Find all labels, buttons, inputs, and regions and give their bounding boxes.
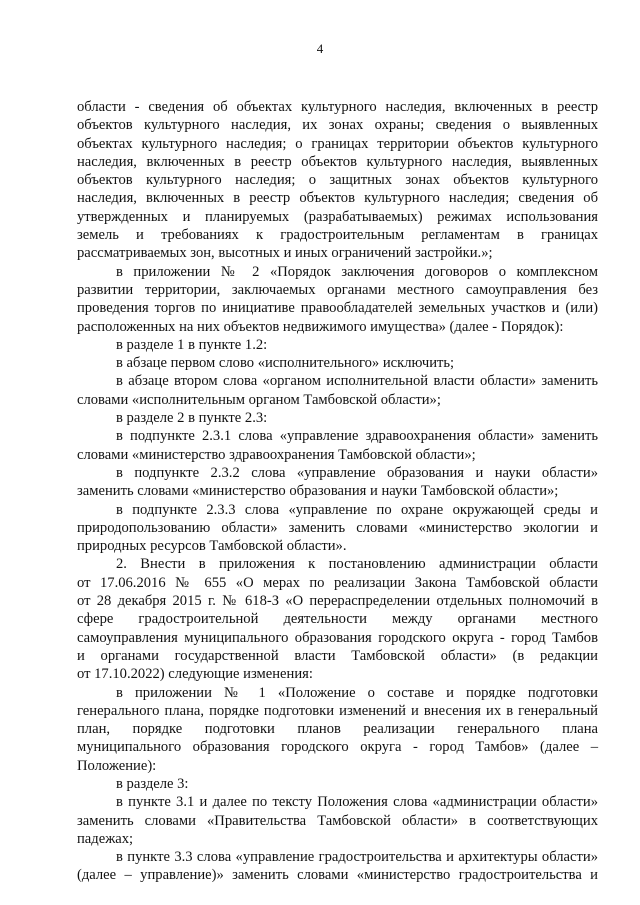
text-line: объектах культурного наследия; о границах территории объектов культурного — [77, 135, 598, 152]
text-line: наследия, включенных в реестр объектов культурного наследия; сведения об — [77, 190, 598, 207]
text-line: в приложении № 2 «Порядок заключения договоров о комплексном — [116, 263, 598, 280]
text-line: от 17.06.2016 № 655 «О мерах по реализации Закона Тамбовской области — [77, 574, 598, 591]
text-line: развитии территории, заключаемых органами местного самоуправления без — [77, 281, 598, 298]
text-line: рассматриваемых зон, высотных и иных ограничений застройки.»; — [77, 245, 493, 262]
text-line: сфере градостроительной деятельности между органами местного — [77, 611, 598, 628]
text-line: в приложении № 1 «Положение о составе и порядке подготовки — [116, 684, 598, 701]
text-line: Положение): — [77, 757, 157, 774]
text-line: в разделе 3: — [116, 775, 189, 792]
text-line: заменить словами «министерство образования и науки Тамбовской области»; — [77, 483, 559, 500]
text-line: в разделе 2 в пункте 2.3: — [116, 410, 268, 427]
text-line: генерального плана, порядке подготовки изменений и внесения их в генеральный — [77, 702, 598, 719]
text-line: словами «исполнительным органом Тамбовской области»; — [77, 391, 441, 408]
text-line: 2. Внести в приложения к постановлению администрации области — [116, 556, 598, 573]
text-line: в пункте 3.1 и далее по тексту Положения слова «администрации области» — [116, 794, 598, 811]
text-line: в подпункте 2.3.2 слова «управление образования и науки области» — [116, 464, 598, 481]
text-line: самоуправления муниципального образования городского округа - город Тамбов — [77, 629, 598, 646]
text-line: утвержденных и планируемых (разрабатываемых) режимах использования — [77, 208, 598, 225]
text-line: в подпункте 2.3.1 слова «управление здравоохранения области» заменить — [116, 428, 598, 445]
text-line: словами «министерство здравоохранения Тамбовской области»; — [77, 446, 476, 463]
text-line: расположенных на них объектов недвижимого имущества» (далее - Порядок): — [77, 318, 564, 335]
text-line: план, порядке подготовки планов реализации генерального плана — [77, 721, 598, 738]
text-line: объектов культурного наследия; о защитных зонах объектов культурного — [77, 172, 598, 189]
text-line: от 17.10.2022) следующие изменения: — [77, 666, 313, 683]
page-number: 4 — [316, 41, 324, 56]
text-line: земель и требованиях к градостроительным регламентам в границах — [77, 227, 598, 244]
text-line: в абзаце втором слова «органом исполнительной власти области» заменить — [116, 373, 598, 390]
text-line: заменить словами «Правительства Тамбовской области» в соответствующих — [77, 812, 598, 829]
text-line: природных ресурсов Тамбовской области». — [77, 538, 347, 555]
text-line: муниципального образования городского округа - город Тамбов» (далее – — [77, 739, 598, 756]
text-line: объектов культурного наследия, их зонах охраны; сведения о выявленных — [77, 117, 598, 134]
text-line: природопользованию области» заменить словами «министерство экологии и — [77, 519, 598, 536]
text-line: наследия, включенных в реестр объектов культурного наследия, выявленных — [77, 153, 598, 170]
text-line: (далее – управление)» заменить словами «министерство градостроительства и — [77, 867, 598, 884]
text-line: и органами государственной власти Тамбовской области» (в редакции — [77, 647, 598, 664]
text-line: в пункте 3.3 слова «управление градостроительства и архитектуры области» — [116, 849, 598, 866]
text-line: области - сведения об объектах культурного наследия, включенных в реестр — [77, 99, 598, 115]
text-line: падежах; — [77, 830, 134, 847]
body-text — [77, 98, 598, 885]
text-line: проведения торгов по инициативе правообладателей земельных участков и (или) — [77, 300, 598, 317]
text-line: в абзаце первом слово «исполнительного» исключить; — [116, 355, 455, 372]
text-line: в подпункте 2.3.3 слова «управление по охране окружающей среды и — [116, 501, 598, 518]
text-line: в разделе 1 в пункте 1.2: — [116, 336, 268, 353]
text-line: от 28 декабря 2015 г. № 618-З «О перераспределении отдельных полномочий в — [77, 593, 598, 610]
